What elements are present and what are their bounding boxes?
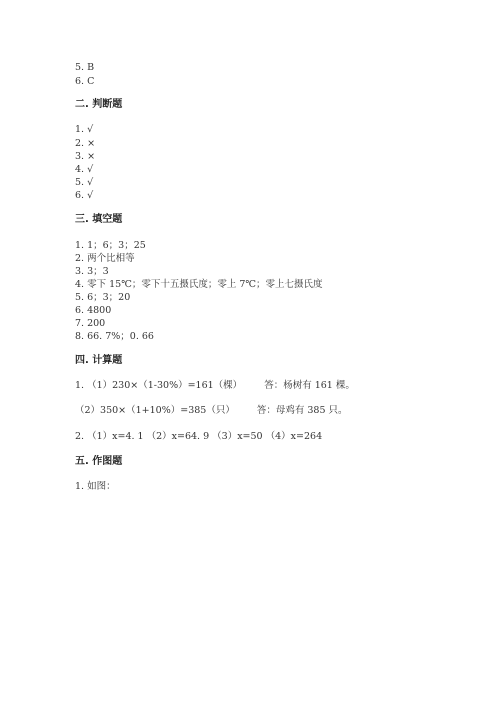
answer-line: 6. 4800 [75, 305, 112, 316]
answer-line: 2. （1）x=4. 1 （2）x=64. 9 （3）x=50 （4）x=264 [75, 431, 323, 442]
section-heading-fill-blank: 三. 填空题 [75, 214, 123, 225]
answer-line: 4. 零下 15℃；零下十五摄氏度；零上 7℃；零上七摄氏度 [75, 279, 323, 290]
calculation-text: （2）350×（1+10%）=385（只） [75, 405, 235, 416]
section-heading-drawing: 五. 作图题 [75, 456, 123, 467]
answer-line: 2. × [75, 138, 96, 149]
answer-line: 3. 3；3 [75, 266, 109, 277]
answer-line: 1. 1；6；3；25 [75, 240, 146, 251]
answer-line: 3. × [75, 151, 96, 162]
answer-line: 5. 6；3；20 [75, 292, 131, 303]
answer-line [75, 405, 348, 417]
answer-line: 5. B [75, 62, 95, 73]
answer-text: 答：杨树有 161 棵。 [264, 380, 355, 391]
answer-line: 8. 66. 7%；0. 66 [75, 331, 154, 342]
answer-line: 5. √ [75, 177, 94, 188]
answer-line: 6. C [75, 76, 95, 87]
answer-line: 4. √ [75, 164, 94, 175]
answer-line: 7. 200 [75, 318, 106, 329]
answer-line: 1. 如图： [75, 481, 116, 492]
answer-line: 6. √ [75, 190, 94, 201]
section-heading-calculation: 四. 计算题 [75, 355, 123, 366]
answer-text: 答：母鸡有 385 只。 [256, 405, 348, 416]
answer-line: 2. 两个比相等 [75, 253, 135, 264]
section-heading-judgment: 二. 判断题 [75, 99, 123, 110]
answer-line [75, 380, 355, 392]
answer-line: 1. √ [75, 124, 94, 135]
calculation-text: 1. （1）230×（1-30%）=161（棵） [75, 380, 243, 391]
